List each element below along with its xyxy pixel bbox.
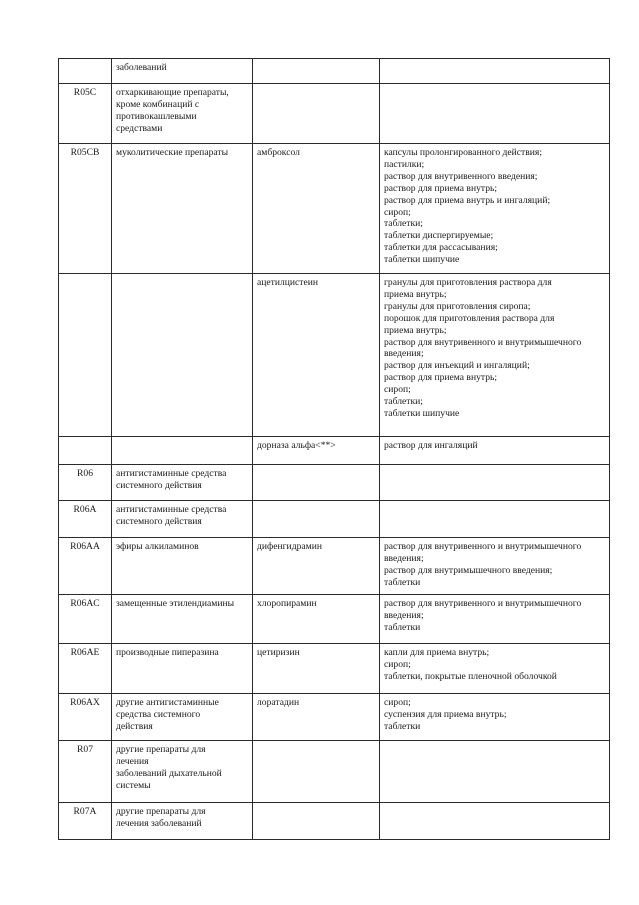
atc-code: R06 <box>77 468 93 479</box>
table-row <box>59 694 610 741</box>
dosage-forms-cell <box>380 59 610 84</box>
atc-code: R05CB <box>70 147 100 158</box>
dosage-form-line: таблетки <box>384 576 421 588</box>
drug-name-cell <box>253 59 380 84</box>
anatomical-therapeutic-group-cell <box>112 644 253 694</box>
dosage-forms-cell <box>380 437 610 465</box>
table-row <box>59 595 610 644</box>
table-row <box>59 741 610 803</box>
dosage-forms-cell <box>380 538 610 595</box>
anatomical-therapeutic-group-cell <box>112 437 253 465</box>
group-text-line: антигистаминные средства <box>116 468 227 479</box>
dosage-form-line: капли для приема внутрь; <box>384 647 490 658</box>
atc-code: R06AE <box>70 647 100 658</box>
anatomical-therapeutic-group-cell <box>112 144 253 274</box>
dosage-form-line: введения; <box>384 348 424 360</box>
atc-code-cell <box>59 694 112 741</box>
dosage-form-line: раствор для инъекций и ингаляций; <box>384 360 530 372</box>
atc-code-cell <box>59 741 112 803</box>
group-text-line: действия <box>116 720 153 732</box>
atc-code: R06AC <box>70 598 100 609</box>
dosage-form-line: таблетки, покрытые пленочной оболочкой <box>384 670 557 682</box>
dosage-form-line: сироп; <box>384 697 411 708</box>
dosage-forms-cell <box>380 501 610 538</box>
atc-code-cell <box>59 644 112 694</box>
dosage-form-line: таблетки шипучие <box>384 407 460 419</box>
group-text-line: заболеваний <box>116 62 167 73</box>
dosage-form-line: раствор для приема внутрь; <box>384 182 498 194</box>
table-row <box>59 644 610 694</box>
atc-code-cell <box>59 274 112 437</box>
table-row <box>59 274 610 437</box>
drug-name: лоратадин <box>257 697 300 708</box>
group-text-line: антигистаминные средства <box>116 504 227 515</box>
drug-name: дифенгидрамин <box>257 541 322 552</box>
drug-name-cell <box>253 644 380 694</box>
group-text-line: заболеваний дыхательной <box>116 767 222 779</box>
atc-code-cell <box>59 59 112 84</box>
atc-code-cell <box>59 501 112 538</box>
dosage-form-line: раствор для внутривенного введения; <box>384 170 538 182</box>
dosage-form-line: приема внутрь; <box>384 288 447 300</box>
dosage-form-line: раствор для внутримышечного введения; <box>384 564 553 576</box>
group-text-line: лечения заболеваний <box>116 817 202 829</box>
anatomical-therapeutic-group-cell <box>112 84 253 144</box>
drug-name: хлоропирамин <box>257 598 317 609</box>
atc-code-cell <box>59 437 112 465</box>
dosage-forms-cell <box>380 741 610 803</box>
drug-name-cell <box>253 741 380 803</box>
group-text-line: средства системного <box>116 708 201 720</box>
group-text-line: другие препараты для <box>116 806 206 817</box>
group-text-line: производные пиперазина <box>116 647 219 658</box>
table-body <box>59 59 610 840</box>
atc-code-cell <box>59 538 112 595</box>
anatomical-therapeutic-group-cell <box>112 741 253 803</box>
dosage-form-line: пастилки; <box>384 158 425 170</box>
atc-code: R06AX <box>70 697 100 708</box>
dosage-forms-cell <box>380 694 610 741</box>
group-text-line: замещенные этилендиамины <box>116 598 235 609</box>
table-row <box>59 144 610 274</box>
drug-name-cell <box>253 595 380 644</box>
group-text-line: кроме комбинаций с <box>116 98 200 110</box>
drug-name-cell <box>253 803 380 840</box>
dosage-form-line: таблетки шипучие <box>384 254 460 266</box>
dosage-forms-cell <box>380 595 610 644</box>
dosage-form-line: сироп; <box>384 658 411 670</box>
anatomical-therapeutic-group-cell <box>112 694 253 741</box>
atc-code: R05C <box>73 87 97 98</box>
anatomical-therapeutic-group-cell <box>112 803 253 840</box>
dosage-form-line: раствор для приема внутрь; <box>384 372 498 384</box>
atc-code-cell <box>59 803 112 840</box>
dosage-forms-cell <box>380 144 610 274</box>
table-row <box>59 437 610 465</box>
anatomical-therapeutic-group-cell <box>112 501 253 538</box>
dosage-form-line: порошок для приготовления раствора для <box>384 312 555 324</box>
table-row <box>59 538 610 595</box>
drug-name-cell <box>253 538 380 595</box>
atc-code: R06AA <box>70 541 100 552</box>
dosage-form-line: капсулы пролонгированного действия; <box>384 147 542 158</box>
drug-name-cell <box>253 437 380 465</box>
atc-code-cell <box>59 144 112 274</box>
drug-list-table <box>58 58 610 840</box>
dosage-form-line: сироп; <box>384 206 411 218</box>
dosage-form-line: раствор для приема внутрь и ингаляций; <box>384 194 551 206</box>
group-text-line: системного действия <box>116 515 202 527</box>
drug-name-cell <box>253 465 380 501</box>
drug-name-cell <box>253 144 380 274</box>
dosage-form-line: суспензия для приема внутрь; <box>384 708 507 720</box>
dosage-form-line: раствор для внутривенного и внутримышечного <box>384 541 582 552</box>
atc-code: R06A <box>73 504 97 515</box>
dosage-form-line: приема внутрь; <box>384 324 447 336</box>
drug-name-cell <box>253 694 380 741</box>
drug-name-cell <box>253 84 380 144</box>
dosage-form-line: таблетки <box>384 621 421 633</box>
group-text-line: отхаркивающие препараты, <box>116 87 229 98</box>
table-row <box>59 465 610 501</box>
dosage-form-line: раствор для внутривенного и внутримышечного <box>384 598 582 609</box>
table-row <box>59 501 610 538</box>
dosage-forms-cell <box>380 803 610 840</box>
group-text-line: муколитические препараты <box>116 147 229 158</box>
atc-code-cell <box>59 465 112 501</box>
group-text-line: средствами <box>116 122 163 134</box>
drug-name: дорназа альфа<**> <box>257 440 336 451</box>
dosage-form-line: таблетки; <box>384 396 423 408</box>
dosage-form-line: введения; <box>384 609 424 621</box>
group-text-line: другие препараты для <box>116 744 206 755</box>
dosage-form-line: введения; <box>384 552 424 564</box>
atc-code-cell <box>59 84 112 144</box>
drug-name: амброксол <box>257 147 300 158</box>
anatomical-therapeutic-group-cell <box>112 595 253 644</box>
dosage-forms-cell <box>380 465 610 501</box>
drug-name-cell <box>253 274 380 437</box>
dosage-forms-cell <box>380 84 610 144</box>
anatomical-therapeutic-group-cell <box>112 538 253 595</box>
group-text-line: противокашлевыми <box>116 110 197 122</box>
anatomical-therapeutic-group-cell <box>112 274 253 437</box>
dosage-form-line: таблетки для рассасывания; <box>384 242 498 254</box>
dosage-form-line: раствор для внутривенного и внутримышечного <box>384 336 582 348</box>
atc-code-cell <box>59 595 112 644</box>
group-text-line: системного действия <box>116 479 202 491</box>
atc-code: R07 <box>77 744 93 755</box>
table-row <box>59 803 610 840</box>
anatomical-therapeutic-group-cell <box>112 465 253 501</box>
group-text-line: системы <box>116 779 151 791</box>
dosage-form-line: гранулы для приготовления сиропа; <box>384 300 531 312</box>
dosage-form-line: гранулы для приготовления раствора для <box>384 277 552 288</box>
atc-code: R07A <box>73 806 97 817</box>
drug-name-cell <box>253 501 380 538</box>
dosage-form-line: сироп; <box>384 384 411 396</box>
group-text-line: эфиры алкиламинов <box>116 541 199 552</box>
dosage-forms-cell <box>380 274 610 437</box>
dosage-forms-cell <box>380 644 610 694</box>
group-text-line: лечения <box>116 755 149 767</box>
dosage-form-line: раствор для ингаляций <box>384 440 478 451</box>
anatomical-therapeutic-group-cell <box>112 59 253 84</box>
table-row <box>59 59 610 84</box>
drug-name: ацетилцистеин <box>257 277 319 288</box>
dosage-form-line: таблетки; <box>384 218 423 230</box>
table-row <box>59 84 610 144</box>
drug-name: цетиризин <box>257 647 300 658</box>
dosage-form-line: таблетки <box>384 720 421 732</box>
group-text-line: другие антигистаминные <box>116 697 219 708</box>
dosage-form-line: таблетки диспергируемые; <box>384 230 494 242</box>
